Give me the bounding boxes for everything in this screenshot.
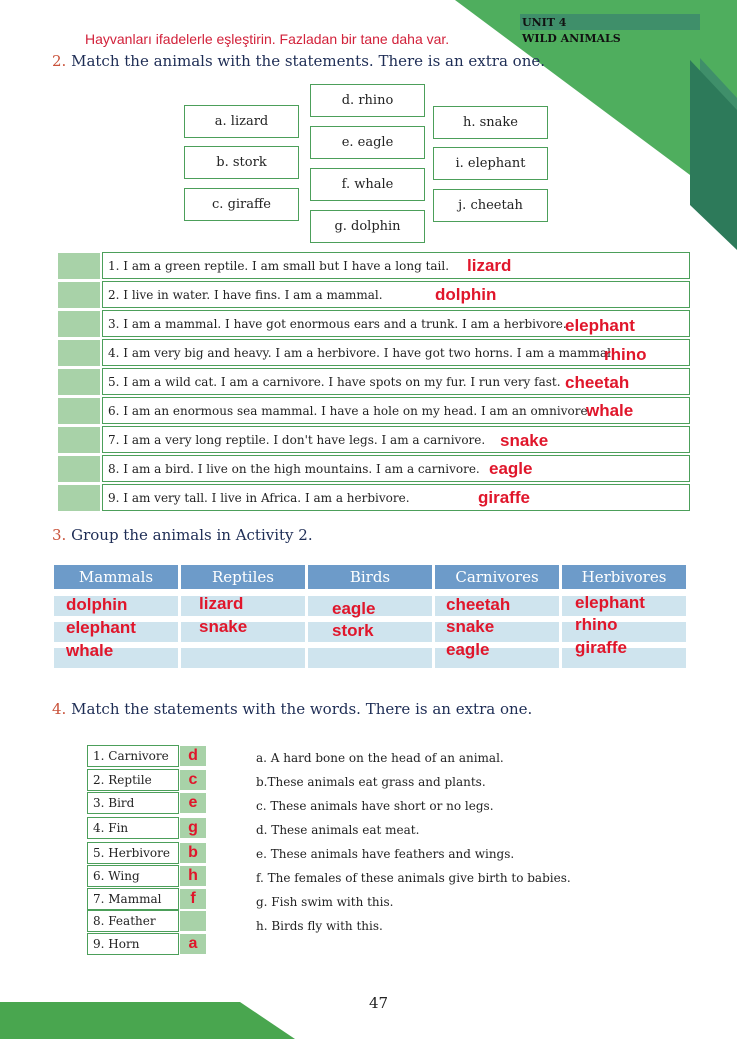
answer-square <box>58 456 100 482</box>
answer-3: elephant <box>565 316 635 335</box>
group-cell <box>308 648 432 668</box>
word-answer: b <box>180 843 206 863</box>
unit-title: WILD ANIMALS <box>522 32 621 45</box>
word-row: 5. Herbivore <box>87 842 179 864</box>
answer-4: rhino <box>604 345 647 364</box>
answer-square <box>58 398 100 424</box>
answer-8: eagle <box>489 459 533 478</box>
word-row: 2. Reptile <box>87 769 179 791</box>
group-header-herbivores: Herbivores <box>562 565 686 589</box>
word-row: 4. Fin <box>87 817 179 839</box>
word-row: 9. Horn <box>87 933 179 955</box>
answer-2: dolphin <box>435 285 497 304</box>
herbivore-answer: elephant <box>575 593 645 612</box>
mammal-answer: elephant <box>66 618 136 637</box>
word-box-b: b. stork <box>184 146 299 179</box>
word-answer: g <box>180 818 206 838</box>
answer-6: whale <box>586 401 634 420</box>
word-box-j: j. cheetah <box>433 189 548 222</box>
word-row: 8. Feather <box>87 910 179 932</box>
section-2-number: 2. <box>52 52 67 70</box>
statement-row: 7. I am a very long reptile. I don't have legs. I am a carnivore. <box>102 426 690 453</box>
herbivore-answer: rhino <box>575 615 618 634</box>
word-answer: d <box>180 746 206 766</box>
answer-square <box>58 340 100 366</box>
carnivore-answer: snake <box>446 617 495 636</box>
section-4-number: 4. <box>52 700 67 718</box>
statement-row: 9. I am very tall. I live in Africa. I am a herbivore. <box>102 484 690 511</box>
answer-1: lizard <box>467 256 512 275</box>
answer-square <box>58 369 100 395</box>
section-3-title: Group the animals in Activity 2. <box>71 526 313 544</box>
word-box-c: c. giraffe <box>184 188 299 221</box>
group-header-reptiles: Reptiles <box>181 565 305 589</box>
definition-d: d. These animals eat meat. <box>256 823 420 837</box>
mammal-answer: whale <box>66 641 114 660</box>
reptile-answer: lizard <box>199 594 244 613</box>
group-cell <box>181 648 305 668</box>
section-2-heading <box>52 52 545 70</box>
answer-square <box>58 253 100 279</box>
word-answer: e <box>180 793 206 813</box>
answer-square <box>58 427 100 453</box>
statement-row: 4. I am very big and heavy. I am a herbivore. I have got two horns. I am a mammal. <box>102 339 690 366</box>
bird-answer: eagle <box>332 599 376 618</box>
word-box-d: d. rhino <box>310 84 425 117</box>
word-answer: h <box>180 866 206 886</box>
definition-a: a. A hard bone on the head of an animal. <box>256 751 504 765</box>
answer-7: snake <box>500 431 549 450</box>
section-3-heading <box>52 526 313 544</box>
answer-square <box>58 485 100 511</box>
answer-9: giraffe <box>478 488 530 507</box>
section-2-title: Match the animals with the statements. There is an extra one. <box>71 52 546 70</box>
word-box-g: g. dolphin <box>310 210 425 243</box>
herbivore-answer: giraffe <box>575 638 627 657</box>
section-4-heading <box>52 700 532 718</box>
statement-row: 1. I am a green reptile. I am small but I have a long tail. <box>102 252 690 279</box>
definition-g: g. Fish swim with this. <box>256 895 394 909</box>
definition-e: e. These animals have feathers and wings. <box>256 847 515 861</box>
word-box-h: h. snake <box>433 106 548 139</box>
page-number: 47 <box>369 994 389 1012</box>
reptile-answer: snake <box>199 617 248 636</box>
answer-5: cheetah <box>565 373 630 392</box>
word-answer: c <box>180 770 206 790</box>
group-header-carnivores: Carnivores <box>435 565 559 589</box>
statement-row: 2. I live in water. I have fins. I am a mammal. <box>102 281 690 308</box>
word-box-e: e. eagle <box>310 126 425 159</box>
definition-c: c. These animals have short or no legs. <box>256 799 494 813</box>
unit-label: UNIT 4 <box>522 16 567 29</box>
section-4-title: Match the statements with the words. There is an extra one. <box>71 700 533 718</box>
answer-square <box>58 282 100 308</box>
word-row: 6. Wing <box>87 865 179 887</box>
group-header-birds: Birds <box>308 565 432 589</box>
section-3-number: 3. <box>52 526 67 544</box>
statement-row: 3. I am a mammal. I have got enormous ears and a trunk. I am a herbivore. <box>102 310 690 337</box>
word-answer: f <box>180 889 206 909</box>
mammal-answer: dolphin <box>66 595 128 614</box>
word-row: 7. Mammal <box>87 888 179 910</box>
carnivore-answer: cheetah <box>446 595 511 614</box>
bird-answer: stork <box>332 621 374 640</box>
definition-h: h. Birds fly with this. <box>256 919 383 933</box>
word-box-a: a. lizard <box>184 105 299 138</box>
carnivore-answer: eagle <box>446 640 490 659</box>
definition-b: b.These animals eat grass and plants. <box>256 775 486 789</box>
answer-square <box>58 311 100 337</box>
statement-row: 8. I am a bird. I live on the high mountains. I am a carnivore. <box>102 455 690 482</box>
word-row: 3. Bird <box>87 792 179 814</box>
word-box-f: f. whale <box>310 168 425 201</box>
instruction-turkish: Hayvanları ifadelerle eşleştirin. Fazladan bir tane daha var. <box>85 31 450 47</box>
word-row: 1. Carnivore <box>87 745 179 767</box>
word-box-i: i. elephant <box>433 147 548 180</box>
group-header-mammals: Mammals <box>54 565 178 589</box>
statement-row: 6. I am an enormous sea mammal. I have a hole on my head. I am an omnivore. <box>102 397 690 424</box>
statement-row: 5. I am a wild cat. I am a carnivore. I have spots on my fur. I run very fast. <box>102 368 690 395</box>
definition-f: f. The females of these animals give birth to babies. <box>256 871 571 885</box>
word-answer: a <box>180 934 206 954</box>
word-answer <box>180 911 206 931</box>
